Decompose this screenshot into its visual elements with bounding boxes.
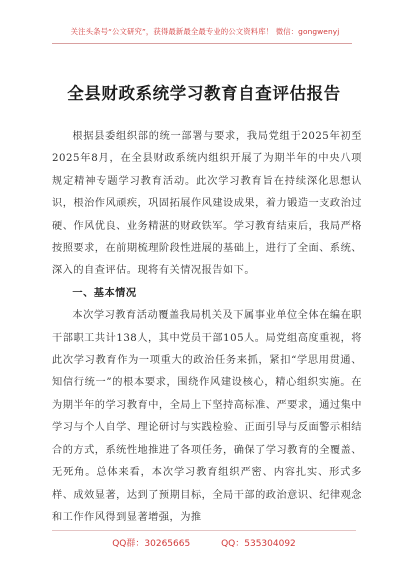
header-banner: 关注头条号“公文研究”，获得最新最全最专业的公文资料库！ 微信：gongwenyj [70,27,340,36]
document-title: 全县财政系统学习教育自查评估报告 [67,84,341,103]
footer-divider [52,530,356,531]
intro-paragraph: 根据县委组织部的统一部署与要求，我局党组于2025年初至2025年8月，在全县财政系统内组织开展了为期半年的中央八项规定精神专题学习教育活动。此次学习教育旨在持续深化思想认识，根治作风顽疾，巩固拓展作风建设成果，着力锻造一支政治过硬、作风优良、业务精湛的财政铁军。学习教育结束后，我局严格按照要求，在前期梳理阶段性进展的基础上，进行了全面、系统、深入的自查评估。现将有关情况报告如下。 [52,131,362,277]
section1-paragraph: 本次学习教育活动覆盖我局机关及下属事业单位全体在编在职干部职工共计138人，其中党员干部105人。局党组高度重视，将此次学习教育作为一项重大的政治任务来抓，紧扣“学思用贯通、知信行统一”的根本要求，围绕作风建设核心，精心组织实施。在为期半年的学习教育中，全局上下坚持高标准、严要求，通过集中学习与个人自学、理论研讨与实践检验、正面引导与反面警示相结合的方式，系统性地推进了各项任务，确保了学习教育的全覆盖、无死角。总体来看，本次学习教育组织严密、内容扎实、形式多样、成效显著，达到了预期目标，全局干部的政治意识、纪律观念和工作作风得到显著增强，为推 [52,310,362,523]
footer-qq-number: QQ：535304092 [221,539,296,549]
section-heading-basic-situation: 一、基本情况 [72,287,137,299]
header-divider [52,43,352,44]
footer-qq-group: QQ群：30265665 [112,539,191,549]
document-body [52,126,362,529]
footer-contact [0,536,408,549]
